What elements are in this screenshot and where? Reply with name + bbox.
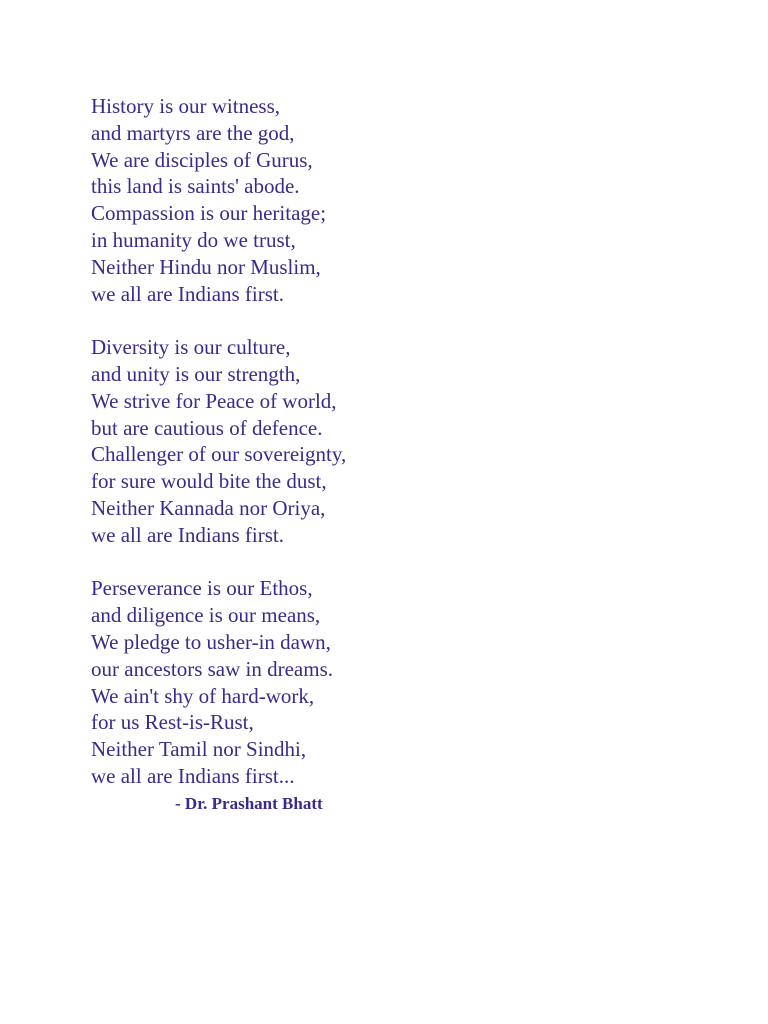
poem-line: Neither Tamil nor Sindhi, (91, 737, 307, 762)
poem-line: in humanity do we trust, (91, 227, 296, 252)
poem-line: Neither Hindu nor Muslim, (91, 254, 321, 279)
poem-line: and diligence is our means, (91, 603, 321, 628)
poem-line: we all are Indians first. (91, 281, 285, 306)
poem-line: History is our witness, (91, 94, 280, 118)
poem-line: we all are Indians first... (91, 763, 295, 788)
poem-line: and unity is our strength, (91, 361, 301, 386)
poem-author: - Dr. Prashant Bhatt (175, 793, 323, 813)
poem-line: for sure would bite the dust, (91, 469, 327, 494)
poem-line: We strive for Peace of world, (91, 388, 337, 413)
stanza-1 (91, 93, 691, 307)
stanza-2 (91, 334, 691, 548)
poem-line: We ain't shy of hard-work, (91, 683, 315, 708)
poem-line: for us Rest-is-Rust, (91, 710, 254, 735)
poem-line: Neither Kannada nor Oriya, (91, 495, 326, 520)
poem-line: Challenger of our sovereignty, (91, 442, 347, 467)
poem-line: We pledge to usher-in dawn, (91, 629, 331, 654)
poem-line: but are cautious of defence. (91, 415, 323, 440)
poem-line: Diversity is our culture, (91, 335, 291, 360)
poem-line: and martyrs are the god, (91, 120, 295, 145)
stanza-3 (91, 575, 691, 789)
poem-line: our ancestors saw in dreams. (91, 656, 334, 681)
poem-line: this land is saints' abode. (91, 174, 300, 199)
poem-line: We are disciples of Gurus, (91, 147, 313, 172)
poem (91, 93, 691, 817)
poem-line: Compassion is our heritage; (91, 201, 327, 226)
poem-line: Perseverance is our Ethos, (91, 576, 313, 601)
poem-line: we all are Indians first. (91, 522, 285, 547)
